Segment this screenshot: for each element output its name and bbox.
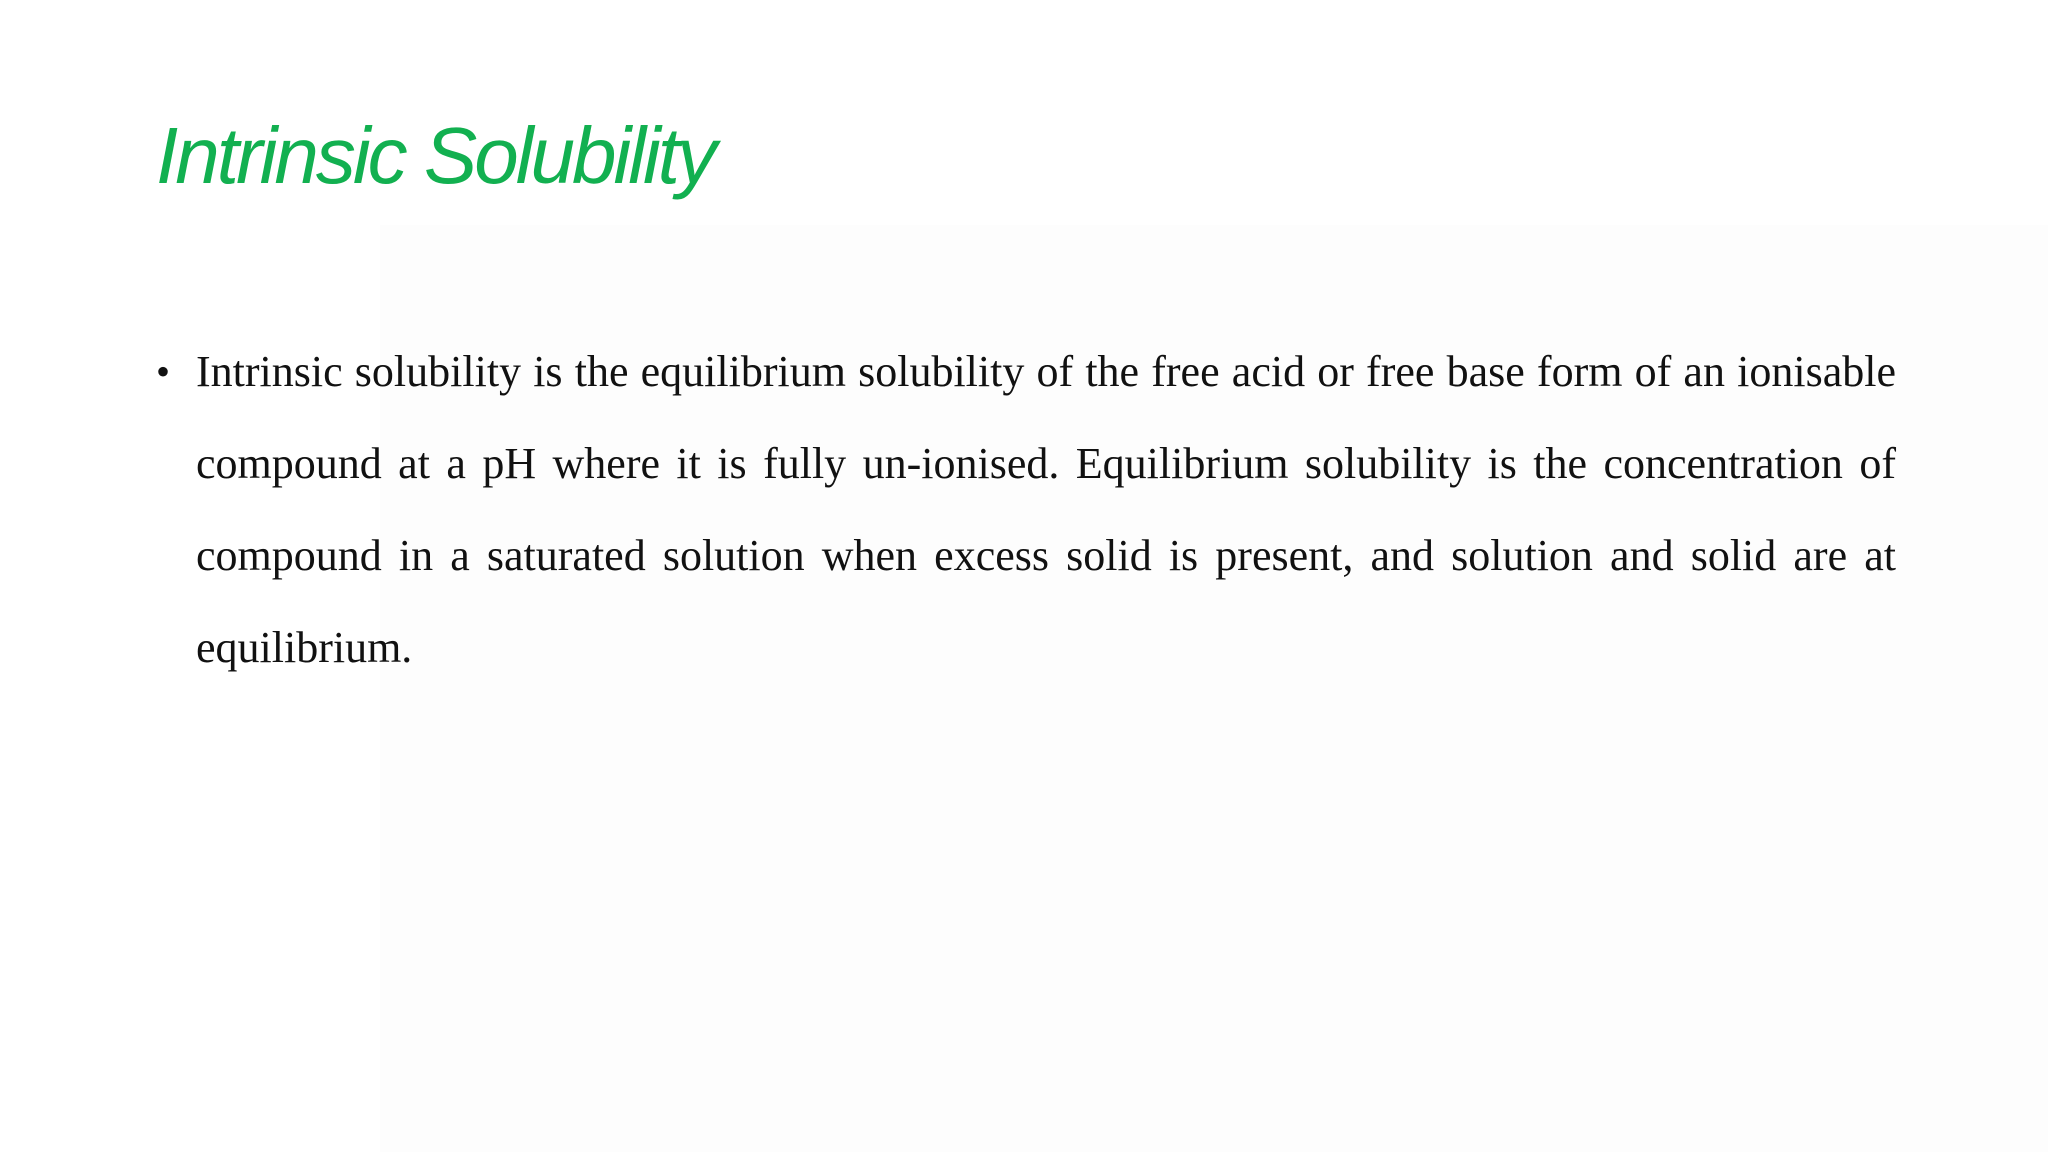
bullet-list	[156, 326, 1896, 694]
bullet-item	[156, 326, 1896, 694]
bullet-marker: •	[156, 349, 171, 394]
slide-title: Intrinsic Solubility	[156, 111, 715, 200]
bullet-text: Intrinsic solubility is the equilibrium solubility of the free acid or free base form of an ionisable compound at a pH where it is fully un-ionised. Equilibrium solubility is the concentration of compound in a saturated solution when excess solid is present, and solution and solid are at equilibrium.	[196, 347, 1896, 672]
